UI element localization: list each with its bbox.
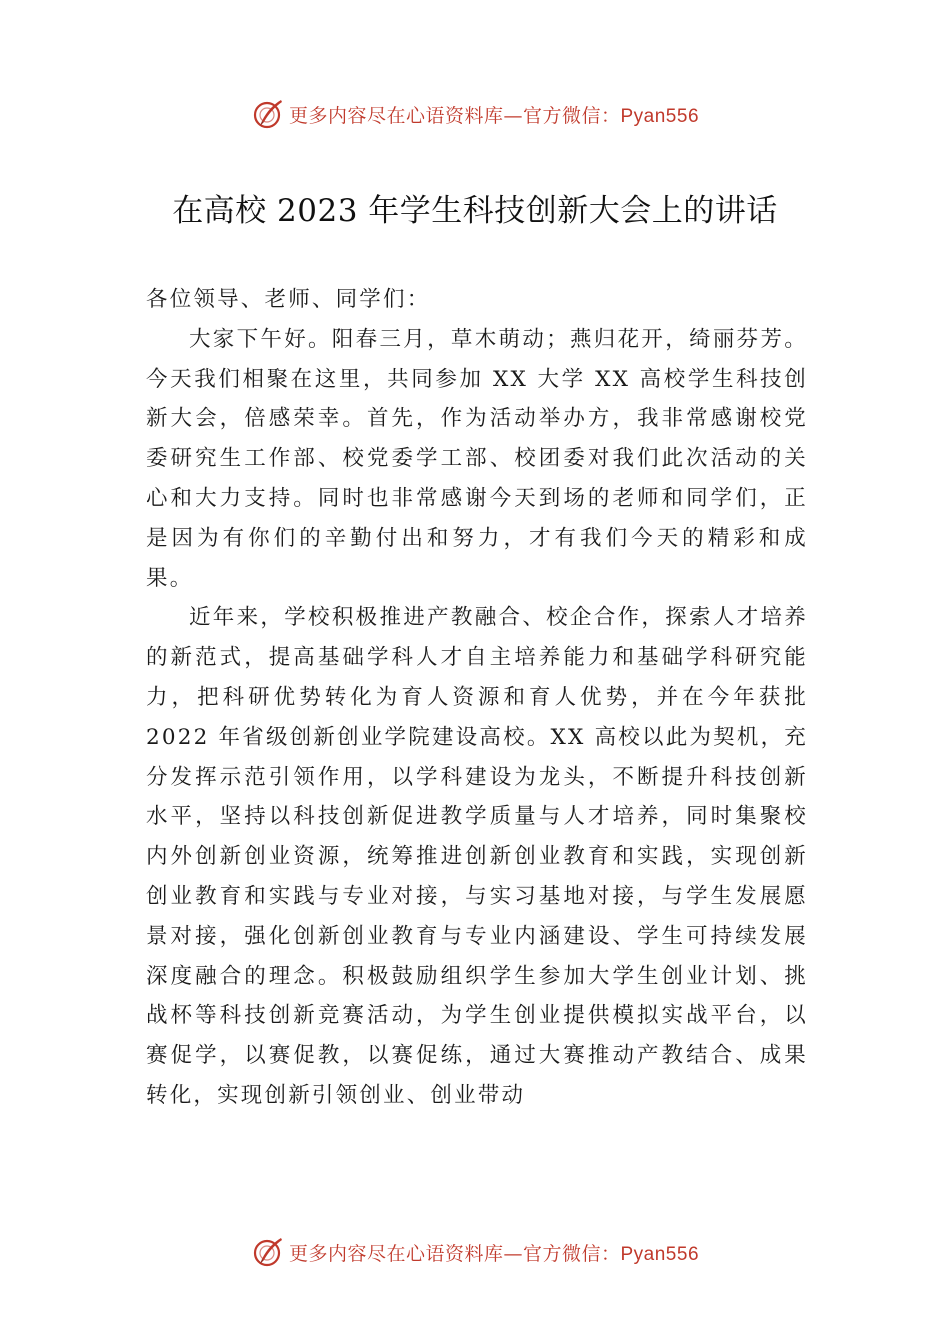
- watermark-separator: —: [503, 104, 523, 127]
- document-title: 在高校 2023 年学生科技创新大会上的讲话: [172, 193, 778, 229]
- watermark-separator: —: [503, 1242, 523, 1265]
- document-body: [146, 280, 808, 1116]
- quill-seal-icon: [251, 97, 285, 131]
- watermark-wechat-label: 官方微信：: [522, 1242, 621, 1265]
- paragraph-2: 近年来，学校积极推进产教融合、校企合作，探索人才培养的新范式，提高基础学科人才自主培养能力和基础学科研究能力，把科研优势转化为育人资源和育人优势，并在今年获批 2022 年省级创新创业学院建设高校。XX 高校以此为契机，充分发挥示范引领作用，以学科建设为龙头，不断提升科技创新水平，坚持以科技创新促进教学质量与人才培养，同时集聚校内外创新创业资源，统筹推进创新创业教育和实践，实现创新创业教育和实践与专业对接，与实习基地对接，与学生发展愿景对接，强化创新创业教育与专业内涵建设、学生可持续发展深度融合的理念。积极鼓励组织学生参加大学生创业计划、挑战杯等科技创新竞赛活动，为学生创业提供模拟实战平台，以赛促学，以赛促教，以赛促练，通过大赛推动产教结合、成果转化，实现创新引领创业、创业带动: [146, 605, 808, 1108]
- watermark-site-name: 更多内容尽在心语资料库: [288, 1242, 504, 1265]
- salutation: 各位领导、老师、同学们：: [146, 287, 431, 312]
- watermark-text: [289, 1239, 699, 1266]
- quill-seal-icon: [251, 1235, 285, 1269]
- footer-watermark-banner: [0, 1232, 950, 1272]
- paragraph-1: 大家下午好。阳春三月，草木萌动；燕归花开，绮丽芬芳。今天我们相聚在这里，共同参加 XX 大学 XX 高校学生科技创新大会，倍感荣幸。首先，作为活动举办方，我非常感谢校党委研究生工作部、校党委学工部、校团委对我们此次活动的关心和大力支持。同时也非常感谢今天到场的老师和同学们，正是因为有你们的辛勤付出和努力，才有我们今天的精彩和成果。: [146, 326, 808, 591]
- watermark-wechat-label: 官方微信：: [522, 104, 621, 127]
- header-watermark-banner: [0, 94, 950, 134]
- watermark-site-name: 更多内容尽在心语资料库: [288, 104, 504, 127]
- watermark-wechat-id: Pyan556: [620, 105, 700, 127]
- watermark-text: [289, 101, 699, 128]
- watermark-wechat-id: Pyan556: [620, 1243, 700, 1265]
